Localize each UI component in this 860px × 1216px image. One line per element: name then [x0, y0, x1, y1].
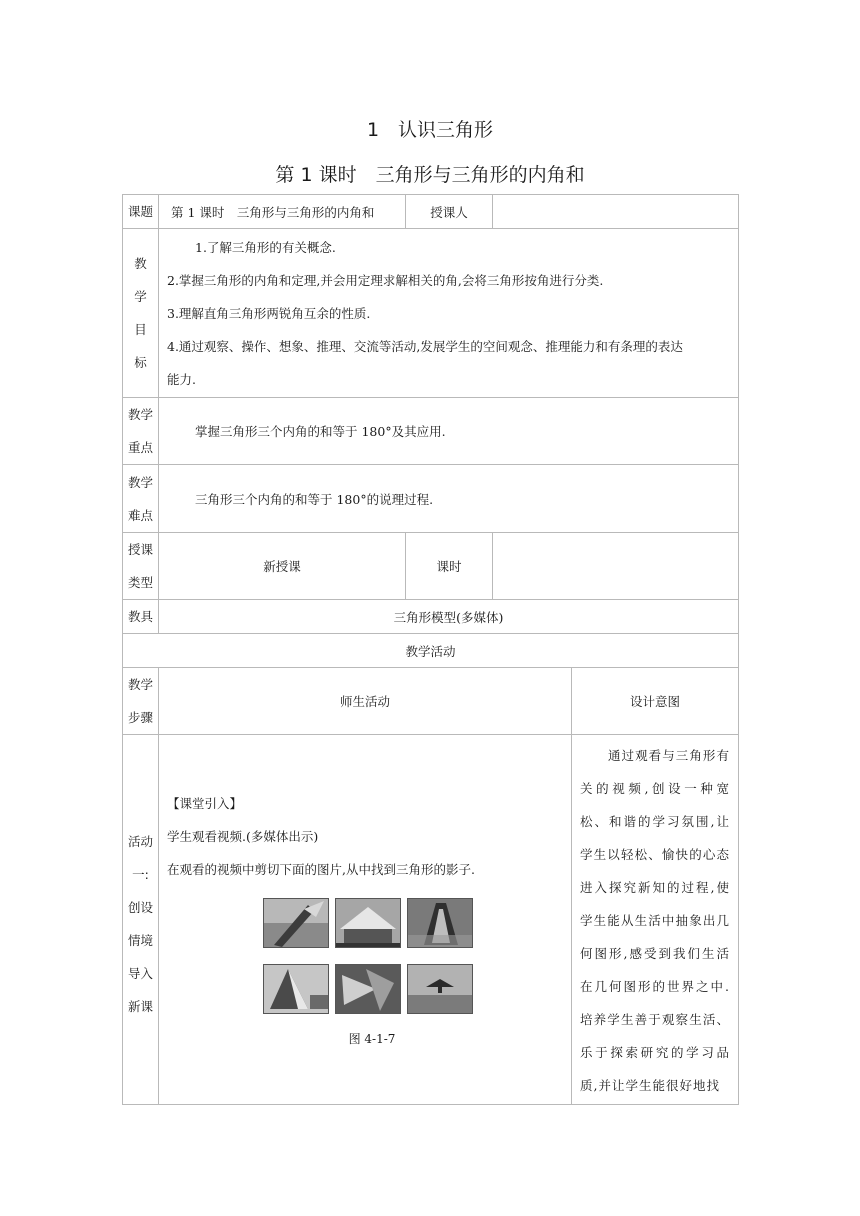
objective-item: 1.了解三角形的有关概念.	[195, 239, 336, 255]
activity1-step-label	[123, 735, 159, 1105]
hours-value	[493, 533, 739, 600]
activities-header: 教学活动	[123, 634, 739, 668]
activity1-step-line: 创设	[127, 899, 153, 915]
hours-label: 课时	[406, 533, 493, 600]
step-column-label-line: 步骤	[127, 710, 153, 725]
activity1-line: 【课堂引入】	[167, 796, 243, 811]
key-point-label-line: 重点	[127, 440, 153, 455]
lesson-type-label-line: 类型	[127, 575, 153, 590]
section-title: 1 认识三角形	[366, 119, 494, 141]
objectives-label-char: 学	[134, 289, 147, 304]
tools-value: 三角形模型(多媒体)	[159, 600, 739, 634]
topic-label: 课题	[123, 195, 159, 229]
activity1-line: 学生观看视频.(多媒体出示)	[167, 829, 319, 844]
difficulty-label-line: 教学	[127, 474, 153, 490]
objectives-label-char: 教	[134, 256, 147, 271]
difficulty-label-line: 难点	[127, 507, 153, 523]
objectives-label-char: 目	[134, 322, 147, 337]
objective-item: 4.通过观察、操作、想象、推理、交流等活动,发展学生的空间观念、推理能力和有条理的表达	[167, 338, 683, 354]
photo-spire	[263, 898, 329, 948]
topic-value: 第 1 课时 三角形与三角形的内角和	[159, 195, 406, 229]
key-point-label-line: 教学	[127, 407, 153, 422]
photo-monument	[263, 964, 329, 1014]
activity-column-header: 师生活动	[159, 668, 572, 735]
step-column-label	[123, 668, 159, 735]
step-column-label-line: 教学	[127, 677, 153, 692]
activity1-step-line: 情境	[127, 932, 153, 948]
objective-item: 2.掌握三角形的内角和定理,并会用定理求解相关的角,会将三角形按角进行分类.	[167, 272, 604, 288]
tools-label: 教具	[123, 600, 159, 634]
activity1-intent-text: 通过观看与三角形有关的视频,创设一种宽松、和谐的学习氛围,让学生以轻松、愉快的心态进入探究新知的过程,使学生能从生活中抽象出几何图形,感受到我们生活在几何图形的世界之中.培养学生善于观察生活、乐于探索研究的学习品质,并让学生能很好地找	[580, 748, 730, 1093]
activity1-step-line: 一:	[132, 866, 149, 882]
triangle-photo-grid	[263, 898, 473, 1014]
teacher-label: 授课人	[406, 195, 493, 229]
objectives-label-char: 标	[134, 355, 147, 370]
objective-item: 3.理解直角三角形两锐角互余的性质.	[167, 305, 371, 321]
teacher-value	[493, 195, 739, 229]
key-point-label	[123, 398, 159, 465]
difficulty-value: 三角形三个内角的和等于 180°的说理过程.	[159, 465, 739, 533]
photo-jet	[407, 964, 473, 1014]
figure-caption: 图 4-1-7	[348, 1032, 396, 1046]
lesson-plan-table	[122, 194, 739, 1105]
objectives-list	[159, 229, 739, 398]
activity1-step-line: 导入	[127, 965, 153, 981]
lesson-type-label-line: 授课	[127, 542, 153, 557]
photo-building	[335, 898, 401, 948]
intent-column-header: 设计意图	[572, 668, 739, 735]
activity1-intent	[572, 735, 739, 1105]
key-point-value: 掌握三角形三个内角的和等于 180°及其应用.	[159, 398, 739, 465]
activity1-line: 在观看的视频中剪切下面的图片,从中找到三角形的影子.	[167, 862, 475, 877]
objectives-label	[123, 229, 159, 398]
photo-tower	[407, 898, 473, 948]
photo-blade	[335, 964, 401, 1014]
activity1-step-line: 新课	[127, 998, 153, 1014]
lesson-type-value: 新授课	[159, 533, 406, 600]
objective-item: 能力.	[167, 371, 196, 387]
difficulty-label	[123, 465, 159, 533]
activity1-body	[159, 735, 572, 1105]
lesson-title: 第 1 课时 三角形与三角形的内角和	[275, 164, 585, 186]
lesson-type-label	[123, 533, 159, 600]
activity1-step-line: 活动	[127, 833, 153, 849]
